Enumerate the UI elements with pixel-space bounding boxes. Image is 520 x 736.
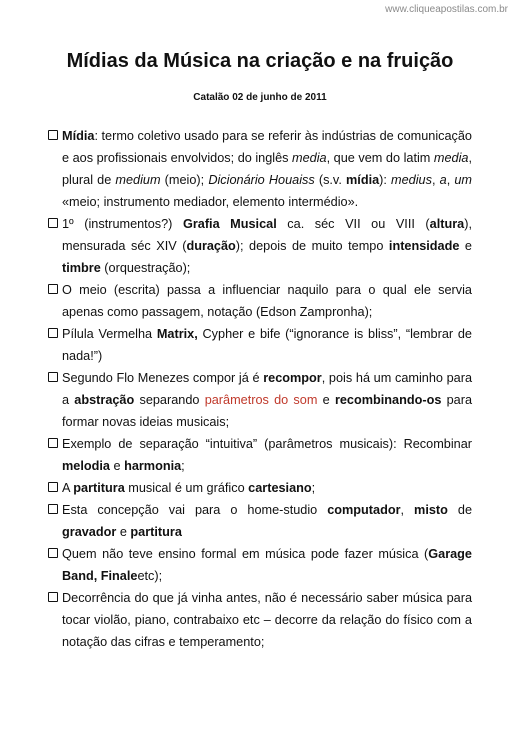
item-text: recompor [263,371,322,385]
item-text: cartesiano [248,481,312,495]
item-text: gravador [62,525,117,539]
item-text: altura [429,217,465,231]
item-text: Grafia Musical [182,217,277,231]
item-text: de [447,503,472,517]
item-text: timbre [62,261,101,275]
item-text: Decorrência do que já vinha antes, não é necessário saber música para tocar violão, piano, contrabaixo etc – decorre da relação do físico com a notação das cifras e temperamento; [62,591,472,649]
item-text: media [433,151,469,165]
checkbox-icon [48,548,58,558]
item-text: recombinando-os [334,393,442,407]
item-text: ca. séc VII ou VIII ( [276,217,430,231]
item-text: partitura [73,481,125,495]
item-text: , [431,173,440,187]
item-text: , plural de [62,151,472,187]
item-text: mídia [346,173,380,187]
watermark-url: www.cliqueapostilas.com.br [385,4,508,15]
item-text: (orquestração); [100,261,191,275]
item-text: O meio (escrita) passa a influenciar naquilo para o qual ele servia apenas como passagem, notação (Edson Zampronha); [62,283,472,319]
item-text: Exemplo de separação “intuitiva” (parâmetros musicais): Recombinar [62,437,472,451]
item-text: etc); [137,569,163,583]
item-text: Mídia [62,129,95,143]
item-text: a [439,173,447,187]
item-text: e [109,459,125,473]
item-text: Quem não teve ensino formal em música pode fazer música ( [62,547,429,561]
list-item [48,323,472,367]
highlight-text: parâmetros do som [204,393,318,407]
list-item [48,213,472,279]
item-text: Garage Band, Finale [62,547,472,583]
item-text: : termo coletivo usado para se referir às indústrias de comunicação e aos profissionais envolvidos; do inglês [62,129,472,165]
item-text: Cypher e bife (“ignorance is bliss”, “lembrar de nada!”) [62,327,472,363]
checkbox-icon [48,284,58,294]
item-text: ), mensurada séc XIV ( [62,217,472,253]
checkbox-icon [48,218,58,228]
item-text: 1º (instrumentos?) [62,217,183,231]
list-item [48,433,472,477]
item-text: intensidade [388,239,460,253]
item-text: , pois há um caminho para a [62,371,472,407]
item-text: computador [327,503,401,517]
item-text: , que vem do latim [326,151,434,165]
list-item [48,499,472,543]
checkbox-icon [48,130,58,140]
item-text: harmonia [124,459,182,473]
item-text: medium [115,173,161,187]
page-subtitle: Catalão 02 de junho de 2011 [193,92,327,103]
item-text: medius [391,173,432,187]
item-text: (s.v. [314,173,347,187]
item-text: Esta concepção vai para o home-studio [62,503,328,517]
item-text: Dicionário Houaiss [208,173,315,187]
item-text: duração [186,239,236,253]
item-text: para formar novas ideias musicais; [62,393,473,429]
item-text: ); depois de muito tempo [235,239,389,253]
checkbox-icon [48,504,58,514]
item-text: separando [134,393,205,407]
item-text: Matrix, [156,327,198,341]
item-text: ; [181,459,185,473]
item-text: media [292,151,327,165]
list-item [48,477,472,499]
item-text: e [459,239,472,253]
item-text: e [116,525,131,539]
item-text: misto [414,503,448,517]
item-text: e [317,393,335,407]
checkbox-icon [48,438,58,448]
item-text: Segundo Flo Menezes compor já é [62,371,264,385]
item-text: ): [379,173,392,187]
list-item [48,125,472,213]
item-text: , [446,173,455,187]
checkbox-icon [48,328,58,338]
item-text: , [400,503,415,517]
item-text: melodia [62,459,110,473]
item-text: (meio); [160,173,209,187]
item-text: partitura [130,525,182,539]
list-item [48,587,472,653]
checkbox-icon [48,372,58,382]
item-text: Pílula Vermelha [62,327,157,341]
checkbox-icon [48,592,58,602]
item-text: ; [311,481,316,495]
list-item [48,367,472,433]
item-text: A [62,481,74,495]
item-text: «meio; instrumento mediador, elemento intermédio». [62,195,359,209]
item-text: musical é um gráfico [124,481,249,495]
bullet-list [48,125,472,653]
item-text: abstração [74,393,135,407]
page-title: Mídias da Música na criação e na fruição [66,50,454,72]
list-item [48,543,472,587]
checkbox-icon [48,482,58,492]
item-text: um [454,173,472,187]
list-item [48,279,472,323]
